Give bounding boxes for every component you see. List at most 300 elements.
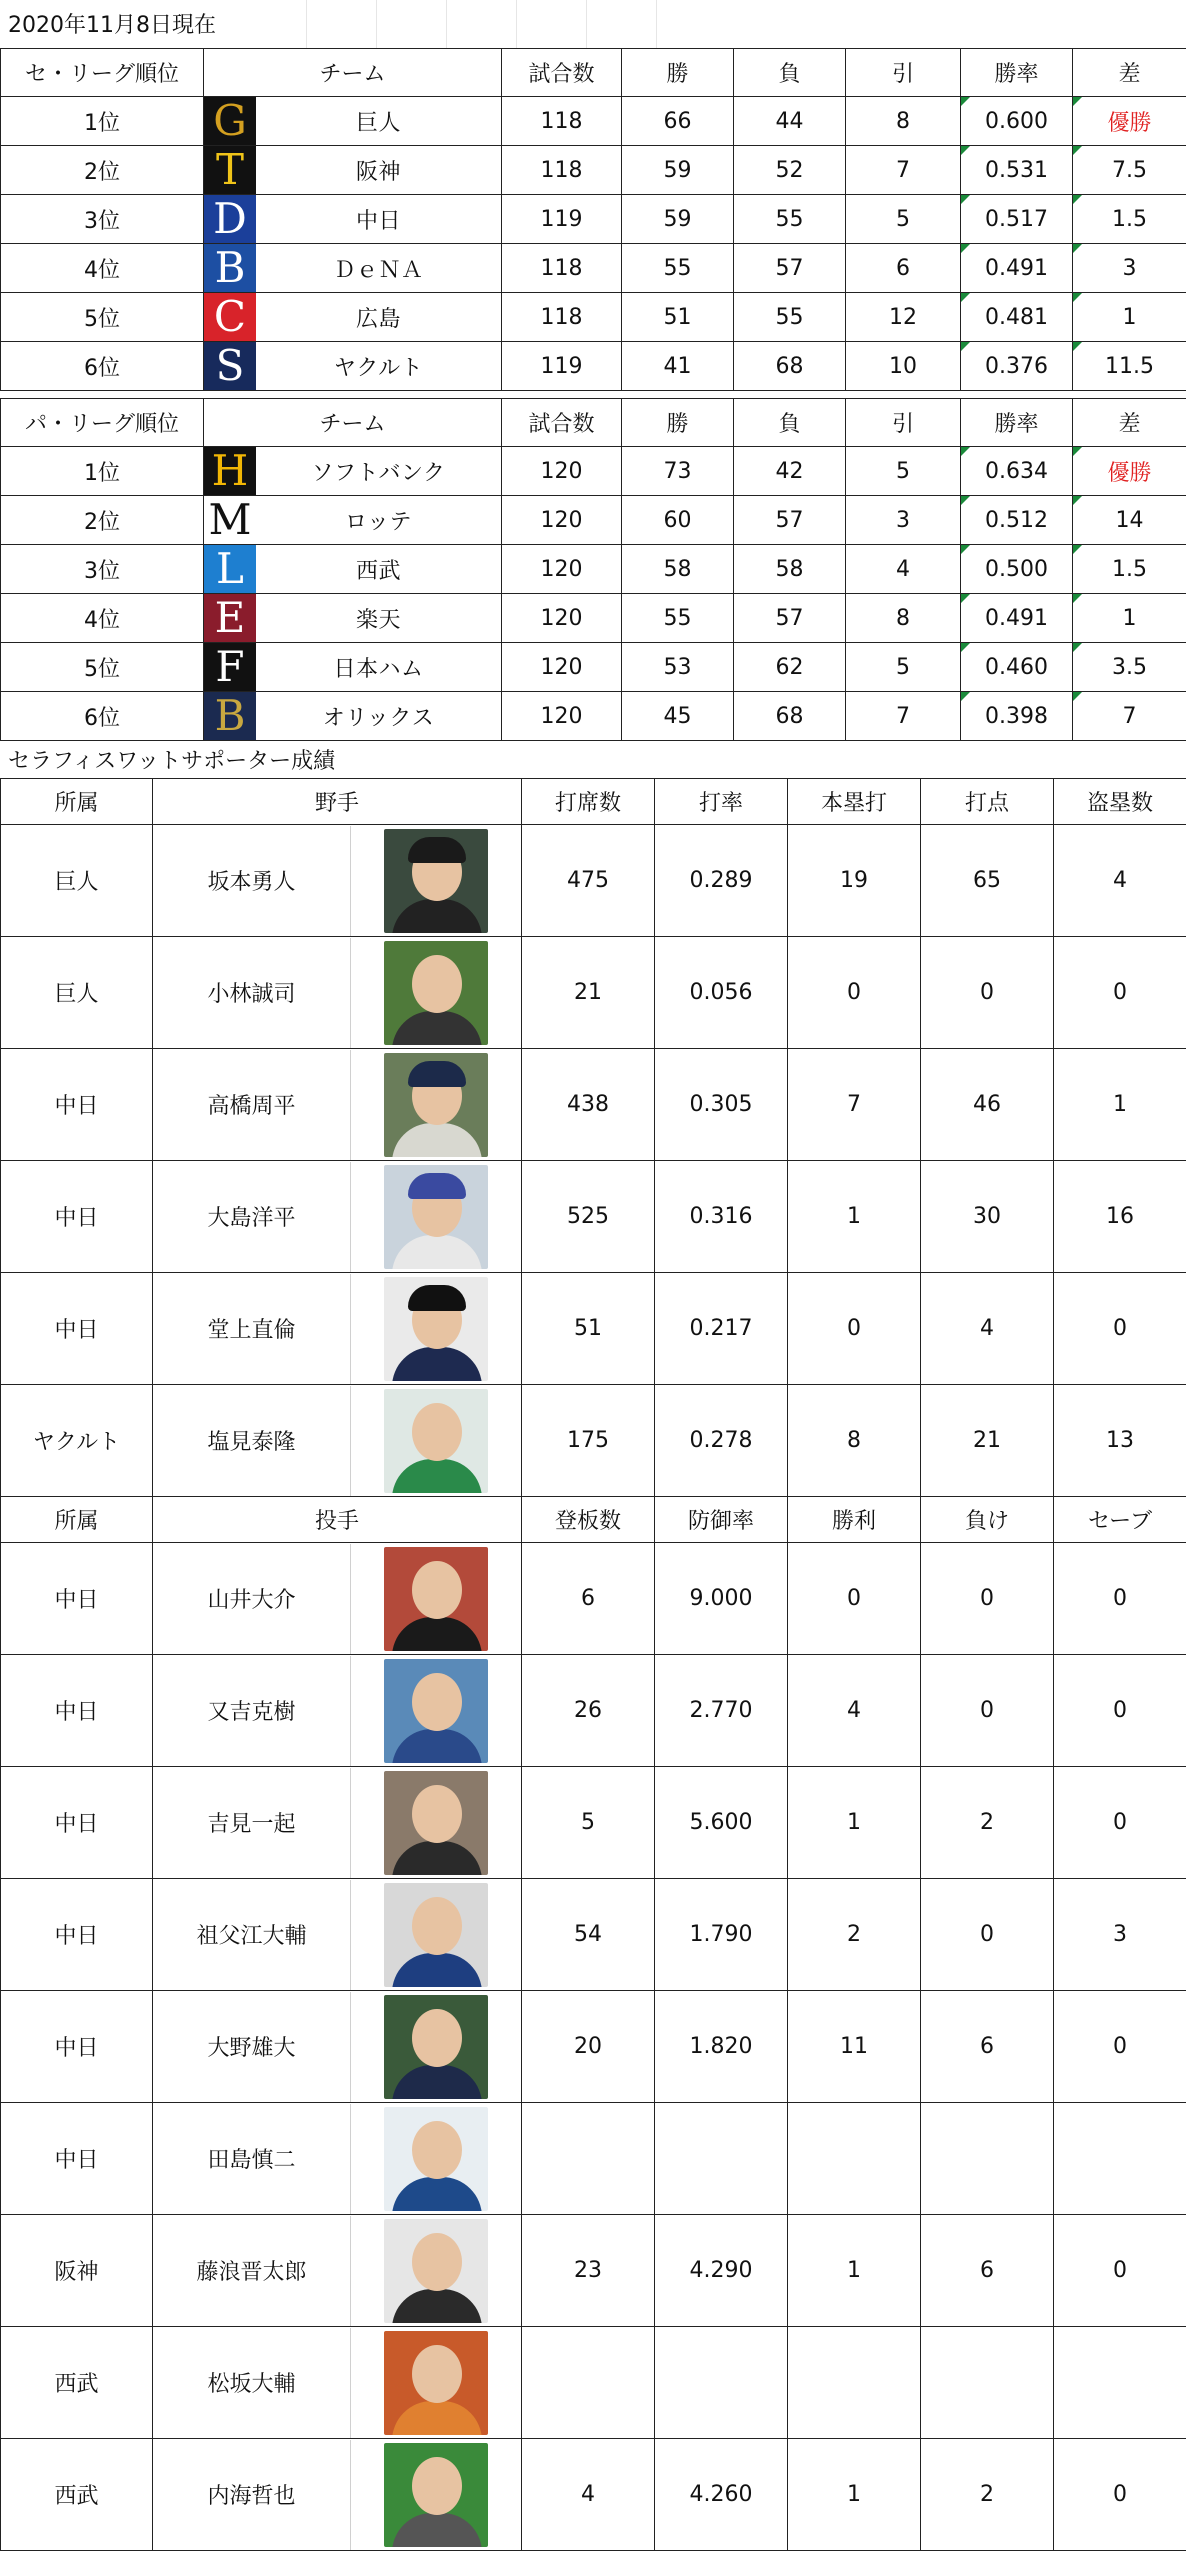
player-name: 藤浪晋太郎	[196, 2260, 307, 2285]
ties-cell: 4	[846, 545, 961, 594]
player-name: 吉見一起	[207, 1812, 296, 1837]
games-behind-cell: 優勝	[1073, 97, 1186, 146]
team-wrap	[204, 692, 501, 740]
column-header: 盗塁数	[1054, 779, 1186, 825]
games-behind-cell: 1	[1073, 594, 1186, 643]
stat-cell: 11	[788, 1991, 921, 2103]
wins-cell: 60	[622, 496, 734, 545]
column-header: 差	[1073, 49, 1186, 97]
team-wrap	[204, 545, 501, 593]
stat-cell	[655, 2103, 788, 2215]
player-row	[1, 1543, 1186, 1655]
games-behind-cell: 14	[1073, 496, 1186, 545]
header-row	[1, 399, 1186, 447]
team-cell: 中日	[1, 1543, 153, 1655]
rank-cell: 3位	[1, 545, 204, 594]
player-row	[1, 1879, 1186, 1991]
player-cell	[153, 1767, 522, 1879]
team-wrap	[204, 97, 501, 145]
player-cell	[153, 1385, 522, 1497]
stat-cell: 54	[522, 1879, 655, 1991]
team-cell: 中日	[1, 1273, 153, 1385]
player-row	[1, 1049, 1186, 1161]
stat-cell: 4	[788, 1655, 921, 1767]
rank-cell: 1位	[1, 447, 204, 496]
photo-cap	[408, 1061, 466, 1087]
stat-cell: 1.820	[655, 1991, 788, 2103]
player-cell	[153, 1049, 522, 1161]
photo-head	[412, 1673, 462, 1731]
photo-body	[392, 2401, 482, 2435]
team-wrap	[204, 496, 501, 544]
stat-cell: 0	[921, 1543, 1054, 1655]
rank-cell: 1位	[1, 97, 204, 146]
column-header: 試合数	[502, 49, 622, 97]
stat-cell	[522, 2103, 655, 2215]
player-cell	[153, 1879, 522, 1991]
stat-cell: 4	[921, 1273, 1054, 1385]
stat-cell: 4	[1054, 825, 1186, 937]
rank-cell: 5位	[1, 643, 204, 692]
player-row	[1, 1991, 1186, 2103]
player-cell	[153, 1161, 522, 1273]
team-cell: 巨人	[1, 937, 153, 1049]
stat-cell: 475	[522, 825, 655, 937]
team-wrap	[204, 447, 501, 495]
games-cell: 118	[502, 293, 622, 342]
team-wrap	[204, 146, 501, 194]
games-cell: 120	[502, 594, 622, 643]
player-row	[1, 1767, 1186, 1879]
team-name: オリックス	[322, 705, 435, 731]
team-name: 巨人	[355, 110, 401, 136]
games-behind-cell: 1	[1073, 293, 1186, 342]
photo-frame	[350, 1992, 521, 2102]
stat-cell: 0.289	[655, 825, 788, 937]
grid-cell	[586, 0, 657, 49]
column-header: 勝	[622, 49, 734, 97]
games-behind-cell: 1.5	[1073, 545, 1186, 594]
team-cell	[204, 496, 502, 545]
photo-frame	[350, 1656, 521, 1766]
photo-body	[392, 1729, 482, 1763]
photo-frame	[350, 938, 521, 1048]
grid-cell	[656, 0, 1186, 49]
stat-cell: 0.278	[655, 1385, 788, 1497]
team-cell: 中日	[1, 1879, 153, 1991]
wins-cell: 66	[622, 97, 734, 146]
rank-cell: 5位	[1, 293, 204, 342]
photo-body	[392, 1011, 482, 1045]
grid-cell	[0, 0, 307, 49]
player-photo	[384, 1277, 488, 1381]
games-behind-cell: 3	[1073, 244, 1186, 293]
ties-cell: 7	[846, 692, 961, 741]
column-header: 引	[846, 49, 961, 97]
stat-cell: 2.770	[655, 1655, 788, 1767]
team-wrap	[204, 643, 501, 691]
player-row	[1, 937, 1186, 1049]
stat-cell: 2	[921, 2439, 1054, 2551]
player-row	[1, 1273, 1186, 1385]
stat-cell: 0.305	[655, 1049, 788, 1161]
losses-cell: 68	[734, 342, 846, 391]
standing-row	[1, 447, 1186, 496]
player-row	[1, 2327, 1186, 2439]
player-row	[1, 1655, 1186, 1767]
rank-cell: 6位	[1, 342, 204, 391]
games-behind-cell: 優勝	[1073, 447, 1186, 496]
wins-cell: 59	[622, 146, 734, 195]
stat-cell: 0	[921, 1879, 1054, 1991]
wins-cell: 55	[622, 594, 734, 643]
column-header: 所属	[1, 1497, 153, 1543]
stat-cell: 6	[921, 1991, 1054, 2103]
standing-row	[1, 97, 1186, 146]
team-logo-icon: G	[204, 97, 256, 145]
pacific-league-table	[0, 398, 1186, 741]
team-cell: 中日	[1, 1767, 153, 1879]
win-pct-cell: 0.376	[961, 342, 1073, 391]
games-cell: 120	[502, 545, 622, 594]
ties-cell: 8	[846, 97, 961, 146]
photo-cap	[408, 1173, 466, 1199]
standing-row	[1, 594, 1186, 643]
stat-cell: 0	[1054, 1655, 1186, 1767]
grid-cell	[516, 0, 587, 49]
player-photo	[384, 1995, 488, 2099]
player-name: 塩見泰隆	[207, 1430, 296, 1455]
stat-cell: 1	[788, 1767, 921, 1879]
team-cell: 中日	[1, 2103, 153, 2215]
player-name: 坂本勇人	[207, 870, 296, 895]
stat-cell	[788, 2327, 921, 2439]
rank-cell: 6位	[1, 692, 204, 741]
losses-cell: 57	[734, 496, 846, 545]
player-cell	[153, 2327, 522, 2439]
losses-cell: 55	[734, 195, 846, 244]
losses-cell: 57	[734, 594, 846, 643]
team-cell	[204, 293, 502, 342]
losses-cell: 52	[734, 146, 846, 195]
player-photo	[384, 1771, 488, 1875]
team-cell	[204, 146, 502, 195]
stat-cell: 1.790	[655, 1879, 788, 1991]
standing-row	[1, 496, 1186, 545]
stat-cell: 13	[1054, 1385, 1186, 1497]
ties-cell: 7	[846, 146, 961, 195]
player-wrap	[153, 1544, 521, 1654]
photo-body	[392, 2065, 482, 2099]
player-name: 小林誠司	[207, 982, 296, 1007]
stat-cell: 0	[788, 1543, 921, 1655]
stat-cell: 0.316	[655, 1161, 788, 1273]
stat-cell: 4.260	[655, 2439, 788, 2551]
games-cell: 119	[502, 342, 622, 391]
stat-cell	[921, 2327, 1054, 2439]
player-photo	[384, 2107, 488, 2211]
stat-cell: 4.290	[655, 2215, 788, 2327]
stat-cell: 9.000	[655, 1543, 788, 1655]
player-photo	[384, 2219, 488, 2323]
column-header: 負	[734, 49, 846, 97]
stat-cell: 19	[788, 825, 921, 937]
rank-cell: 4位	[1, 244, 204, 293]
team-cell	[204, 447, 502, 496]
team-cell	[204, 594, 502, 643]
player-name: 大野雄大	[207, 2036, 296, 2061]
stat-cell: 2	[921, 1767, 1054, 1879]
ties-cell: 10	[846, 342, 961, 391]
stat-cell: 0.217	[655, 1273, 788, 1385]
stat-cell: 0	[1054, 937, 1186, 1049]
photo-frame	[350, 1274, 521, 1384]
player-photo	[384, 1053, 488, 1157]
grid-cell	[306, 0, 377, 49]
losses-cell: 55	[734, 293, 846, 342]
win-pct-cell: 0.634	[961, 447, 1073, 496]
column-header: セ・リーグ順位	[1, 49, 204, 97]
team-logo-icon: T	[204, 146, 256, 194]
team-name: 中日	[355, 208, 401, 234]
photo-head	[412, 2457, 462, 2515]
stat-cell: 5.600	[655, 1767, 788, 1879]
player-cell	[153, 2103, 522, 2215]
team-cell	[204, 643, 502, 692]
player-row	[1, 2439, 1186, 2551]
games-cell: 120	[502, 643, 622, 692]
player-wrap	[153, 938, 521, 1048]
losses-cell: 44	[734, 97, 846, 146]
stat-cell: 21	[921, 1385, 1054, 1497]
player-row	[1, 825, 1186, 937]
player-name: 高橋周平	[207, 1094, 296, 1119]
team-cell: ヤクルト	[1, 1385, 153, 1497]
team-cell: 中日	[1, 1991, 153, 2103]
games-behind-cell: 7.5	[1073, 146, 1186, 195]
wins-cell: 45	[622, 692, 734, 741]
player-wrap	[153, 1274, 521, 1384]
column-header: セーブ	[1054, 1497, 1186, 1543]
column-header: 防御率	[655, 1497, 788, 1543]
central-league-table	[0, 48, 1186, 391]
standing-row	[1, 643, 1186, 692]
photo-body	[392, 1123, 482, 1157]
team-cell: 西武	[1, 2439, 153, 2551]
photo-frame	[350, 1768, 521, 1878]
photo-head	[412, 1897, 462, 1955]
photo-cap	[408, 837, 466, 863]
standing-row	[1, 146, 1186, 195]
stat-cell: 2	[788, 1879, 921, 1991]
photo-head	[412, 2121, 462, 2179]
stat-cell: 438	[522, 1049, 655, 1161]
standing-row	[1, 293, 1186, 342]
player-photo	[384, 829, 488, 933]
player-name: 田島慎二	[207, 2148, 296, 2173]
team-cell: 巨人	[1, 825, 153, 937]
column-header: チーム	[204, 399, 502, 447]
column-header: 登板数	[522, 1497, 655, 1543]
player-photo	[384, 1883, 488, 1987]
column-header: 負け	[921, 1497, 1054, 1543]
player-photo	[384, 2443, 488, 2547]
stat-cell: 16	[1054, 1161, 1186, 1273]
standing-row	[1, 195, 1186, 244]
photo-head	[412, 2009, 462, 2067]
losses-cell: 62	[734, 643, 846, 692]
team-cell: 阪神	[1, 2215, 153, 2327]
stat-cell: 0	[1054, 1273, 1186, 1385]
win-pct-cell: 0.491	[961, 244, 1073, 293]
player-name: 堂上直倫	[207, 1318, 296, 1343]
stat-cell: 7	[788, 1049, 921, 1161]
column-header: 打率	[655, 779, 788, 825]
team-cell: 中日	[1, 1049, 153, 1161]
stat-cell: 51	[522, 1273, 655, 1385]
team-wrap	[204, 244, 501, 292]
stat-cell: 0	[1054, 1767, 1186, 1879]
column-header: 勝	[622, 399, 734, 447]
photo-frame	[350, 2328, 521, 2438]
player-wrap	[153, 826, 521, 936]
team-wrap	[204, 594, 501, 642]
stat-cell: 26	[522, 1655, 655, 1767]
column-header: 勝率	[961, 399, 1073, 447]
column-header: パ・リーグ順位	[1, 399, 204, 447]
team-cell	[204, 545, 502, 594]
photo-head	[412, 1403, 462, 1461]
losses-cell: 57	[734, 244, 846, 293]
photo-body	[392, 1459, 482, 1493]
header-row	[1, 779, 1186, 825]
win-pct-cell: 0.512	[961, 496, 1073, 545]
column-header: 打席数	[522, 779, 655, 825]
team-cell: 中日	[1, 1655, 153, 1767]
player-name: 内海哲也	[207, 2484, 296, 2509]
team-name: 楽天	[355, 607, 401, 633]
player-row	[1, 2103, 1186, 2215]
stat-cell: 4	[522, 2439, 655, 2551]
player-row	[1, 1385, 1186, 1497]
player-name: 又吉克樹	[207, 1700, 296, 1725]
stat-cell: 0	[1054, 2215, 1186, 2327]
stat-cell: 0	[921, 1655, 1054, 1767]
player-wrap	[153, 1162, 521, 1272]
player-row	[1, 1161, 1186, 1273]
wins-cell: 58	[622, 545, 734, 594]
photo-frame	[350, 1386, 521, 1496]
stat-cell: 5	[522, 1767, 655, 1879]
stat-cell: 8	[788, 1385, 921, 1497]
wins-cell: 51	[622, 293, 734, 342]
wins-cell: 73	[622, 447, 734, 496]
player-photo	[384, 941, 488, 1045]
stat-cell	[655, 2327, 788, 2439]
ties-cell: 6	[846, 244, 961, 293]
player-name: 松坂大輔	[207, 2372, 296, 2397]
stat-cell	[1054, 2327, 1186, 2439]
player-cell	[153, 2439, 522, 2551]
photo-head	[412, 955, 462, 1013]
team-name: ロッテ	[344, 509, 413, 535]
photo-frame	[350, 1162, 521, 1272]
games-behind-cell: 7	[1073, 692, 1186, 741]
team-wrap	[204, 195, 501, 243]
rank-cell: 3位	[1, 195, 204, 244]
team-logo-icon: D	[204, 195, 256, 243]
photo-frame	[350, 2104, 521, 2214]
team-wrap	[204, 342, 501, 390]
grid-cell	[446, 0, 517, 49]
player-cell	[153, 1273, 522, 1385]
team-logo-icon: L	[204, 545, 256, 593]
player-photo	[384, 1547, 488, 1651]
ties-cell: 5	[846, 447, 961, 496]
team-name: 日本ハム	[333, 656, 424, 682]
photo-cap	[408, 1285, 466, 1311]
player-row	[1, 2215, 1186, 2327]
team-logo-icon: S	[204, 342, 256, 390]
player-wrap	[153, 1880, 521, 1990]
photo-frame	[350, 1050, 521, 1160]
column-header: 試合数	[502, 399, 622, 447]
stat-cell: 30	[921, 1161, 1054, 1273]
games-cell: 120	[502, 447, 622, 496]
player-cell	[153, 2215, 522, 2327]
player-wrap	[153, 1768, 521, 1878]
rank-cell: 4位	[1, 594, 204, 643]
column-header: 本塁打	[788, 779, 921, 825]
stat-cell: 1	[788, 2215, 921, 2327]
stat-cell: 21	[522, 937, 655, 1049]
ties-cell: 8	[846, 594, 961, 643]
photo-head	[412, 1561, 462, 1619]
player-name: 大島洋平	[207, 1206, 296, 1231]
ties-cell: 5	[846, 643, 961, 692]
wins-cell: 41	[622, 342, 734, 391]
team-name: 阪神	[355, 159, 401, 185]
win-pct-cell: 0.481	[961, 293, 1073, 342]
stat-cell	[1054, 2103, 1186, 2215]
player-wrap	[153, 2104, 521, 2214]
stat-cell: 20	[522, 1991, 655, 2103]
grid-cell	[376, 0, 447, 49]
stat-cell: 0	[1054, 2439, 1186, 2551]
photo-body	[392, 1347, 482, 1381]
team-logo-icon: E	[204, 594, 256, 642]
stat-cell: 1	[788, 1161, 921, 1273]
player-photo	[384, 1659, 488, 1763]
ties-cell: 3	[846, 496, 961, 545]
photo-frame	[350, 1544, 521, 1654]
stat-cell: 3	[1054, 1879, 1186, 1991]
games-cell: 120	[502, 496, 622, 545]
supporters-title: セラフィスワットサポーター成績	[8, 749, 336, 774]
photo-body	[392, 2289, 482, 2323]
team-cell	[204, 692, 502, 741]
header-row	[1, 1497, 1186, 1543]
player-cell	[153, 937, 522, 1049]
stat-cell: 175	[522, 1385, 655, 1497]
photo-body	[392, 2177, 482, 2211]
player-wrap	[153, 2440, 521, 2550]
win-pct-cell: 0.500	[961, 545, 1073, 594]
wins-cell: 55	[622, 244, 734, 293]
team-cell: 中日	[1, 1161, 153, 1273]
standing-row	[1, 244, 1186, 293]
losses-cell: 58	[734, 545, 846, 594]
